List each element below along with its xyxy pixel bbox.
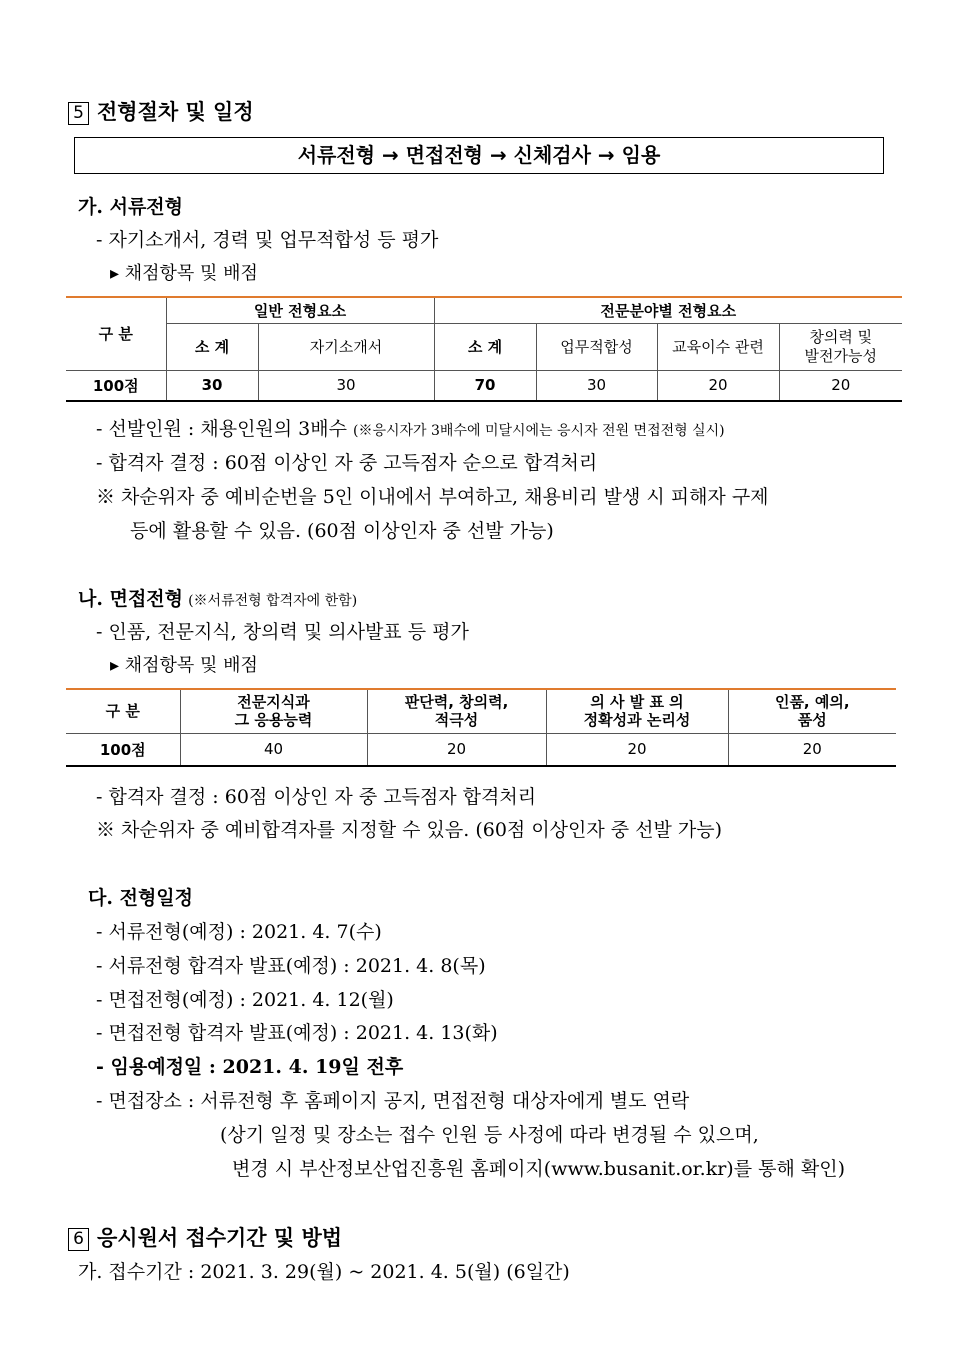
col-presentation-line1: 의 사 발 표 의	[590, 693, 684, 712]
table-cell: 30	[166, 370, 258, 401]
schedule-item: - 면접전형(예정) : 2021. 4. 12(월)	[96, 989, 394, 1011]
col-creativity	[779, 323, 902, 370]
selection-count-subnote: (※응시자가 3배수에 미달시에는 응시자 전원 면접전형 실시)	[353, 423, 725, 439]
interview-title-note: (※서류전형 합격자에 한함)	[188, 593, 358, 609]
col-judgment-line1: 판단력, 창의력,	[404, 693, 509, 712]
col-creativity-line2: 발전가능성	[804, 346, 877, 365]
selection-count-note	[96, 414, 725, 441]
schedule-change-note-1: (상기 일정 및 장소는 접수 인원 등 사정에 따라 변경될 수 있으며,	[220, 1124, 759, 1146]
table-cell: 20	[728, 733, 896, 766]
col-job-fit: 업무적합성	[536, 323, 657, 370]
col-subtotal-specialized: 소 계	[434, 323, 536, 370]
process-flow-box: 서류전형 → 면접전형 → 신체검사 → 임용	[74, 137, 884, 174]
table-corner-header: 구 분	[66, 297, 166, 370]
schedule-title: 다. 전형일정	[88, 887, 193, 909]
schedule-change-note-2: 변경 시 부산정보산업진흥원 홈페이지(www.busanit.or.kr)를 통해 확인)	[232, 1158, 845, 1180]
col-expertise	[180, 689, 367, 733]
table-cell: 70	[434, 370, 536, 401]
col-expertise-line2: 그 응용능력	[234, 711, 313, 730]
col-character-line2: 품성	[797, 711, 827, 730]
table-corner-header: 구 분	[66, 689, 180, 733]
table-cell: 30	[536, 370, 657, 401]
reserve-note-line1: ※ 차순위자 중 예비순번을 5인 이내에서 부여하고, 채용비리 발생 시 피해자 구제	[96, 486, 769, 508]
interview-reserve-note: ※ 차순위자 중 예비합격자를 지정할 수 있음. (60점 이상인자 중 선발 가능)	[96, 819, 723, 841]
table-cell: 20	[546, 733, 728, 766]
col-expertise-line1: 전문지식과	[237, 693, 310, 712]
col-creativity-line1: 창의력 및	[809, 327, 873, 346]
schedule-item: - 서류전형(예정) : 2021. 4. 7(수)	[96, 921, 382, 943]
document-scoring-table	[66, 296, 902, 402]
section-number-box: 6	[68, 1228, 89, 1251]
document-screening-desc: - 자기소개서, 경력 및 업무적합성 등 평가	[96, 229, 439, 251]
table-cell: 30	[258, 370, 434, 401]
interview-desc: - 인품, 전문지식, 창의력 및 의사발표 등 평가	[96, 621, 469, 643]
general-elements-header: 일반 전형요소	[166, 297, 434, 323]
col-self-intro: 자기소개서	[258, 323, 434, 370]
interview-title: 나. 면접전형	[78, 588, 183, 610]
col-presentation-line2: 정확성과 논리성	[583, 711, 691, 730]
application-period: 가. 접수기간 : 2021. 3. 29(월) ~ 2021. 4. 5(월) (6일간)	[78, 1261, 570, 1283]
col-judgment-line2: 적극성	[434, 711, 479, 730]
col-training: 교육이수 관련	[657, 323, 779, 370]
col-character	[728, 689, 896, 733]
specialized-elements-header: 전문분야별 전형요소	[434, 297, 902, 323]
row-label: 100점	[66, 370, 166, 401]
section-5-heading	[68, 96, 254, 126]
interview-title-row	[78, 584, 357, 611]
reserve-note-line2: 등에 활용할 수 있음. (60점 이상인자 중 선발 가능)	[130, 520, 554, 542]
row-label: 100점	[66, 733, 180, 766]
table-cell: 20	[657, 370, 779, 401]
col-subtotal-general: 소 계	[166, 323, 258, 370]
selection-count-text: - 선발인원 : 채용인원의 3배수	[96, 418, 347, 440]
interview-scoring-table	[66, 688, 896, 767]
col-character-line1: 인품, 예의,	[774, 693, 850, 712]
interview-scoring-bullet: ▸ 채점항목 및 배점	[110, 655, 258, 676]
appointment-date: - 임용예정일 : 2021. 4. 19일 전후	[96, 1056, 404, 1078]
interview-venue: - 면접장소 : 서류전형 후 홈페이지 공지, 면접전형 대상자에게 별도 연락	[96, 1090, 690, 1112]
section-6-title: 응시원서 접수기간 및 방법	[97, 1226, 343, 1250]
col-presentation	[546, 689, 728, 733]
schedule-item: - 면접전형 합격자 발표(예정) : 2021. 4. 13(화)	[96, 1022, 498, 1044]
scoring-items-bullet: ▸ 채점항목 및 배점	[110, 263, 258, 284]
table-cell: 20	[367, 733, 546, 766]
schedule-item: - 서류전형 합격자 발표(예정) : 2021. 4. 8(목)	[96, 955, 486, 977]
table-cell: 20	[779, 370, 902, 401]
document-screening-title: 가. 서류전형	[78, 196, 183, 218]
table-cell: 40	[180, 733, 367, 766]
interview-pass-note: - 합격자 결정 : 60점 이상인 자 중 고득점자 합격처리	[96, 786, 537, 808]
pass-decision-note: - 합격자 결정 : 60점 이상인 자 중 고득점자 순으로 합격처리	[96, 452, 598, 474]
section-number-box: 5	[68, 102, 89, 125]
col-judgment	[367, 689, 546, 733]
section-5-title: 전형절차 및 일정	[97, 100, 254, 124]
section-6-heading	[68, 1222, 342, 1252]
